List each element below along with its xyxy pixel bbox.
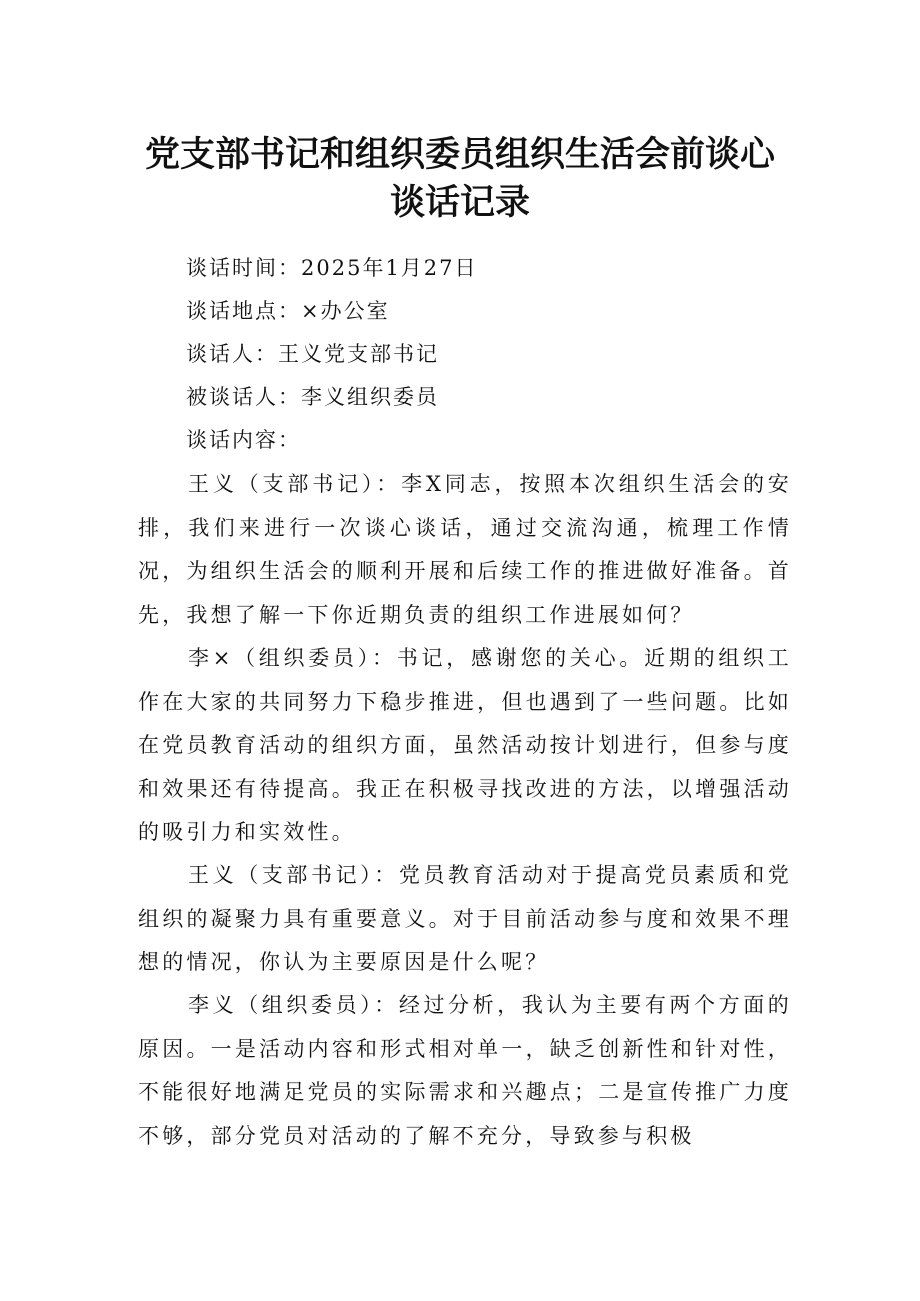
meta-time: 谈话时间：2025年1月27日 [186, 256, 478, 280]
document-title-line-2: 谈话记录 [389, 183, 530, 223]
meta-interviewee: 被谈话人：李义组织委员 [186, 385, 439, 409]
meta-interviewer: 谈话人：王义党支部书记 [186, 342, 439, 366]
dialogue-paragraph-1: 王义（支部书记）：李X同志，按照本次组织生活会的安排，我们来进行一次谈心谈话，通过交流沟通，梳理工作情况，为组织生活会的顺利开展和后续工作的推进做好准备。首先，我想了解一下你近期负责的组织工作进展如何？ [138, 472, 792, 627]
dialogue-paragraph-2: 李×（组织委员）：书记，感谢您的关心。近期的组织工作在大家的共同努力下稳步推进，但也遇到了一些问题。比如在党员教育活动的组织方面，虽然活动按计划进行，但参与度和效果还有待提高。我正在积极寻找改进的方法，以增强活动的吸引力和实效性。 [138, 646, 792, 845]
document-title-line-1: 党支部书记和组织委员组织生活会前谈心 [144, 135, 775, 175]
dialogue-paragraph-3: 王义（支部书记）：党员教育活动对于提高党员素质和党组织的凝聚力具有重要意义。对于目前活动参与度和效果不理想的情况，你认为主要原因是什么呢？ [138, 863, 792, 975]
dialogue-paragraph-4: 李义（组织委员）：经过分析，我认为主要有两个方面的原因。一是活动内容和形式相对单一，缺乏创新性和针对性，不能很好地满足党员的实际需求和兴趣点；二是宣传推广力度不够，部分党员对活动的了解不充分，导致参与积极 [138, 993, 792, 1148]
meta-content-label: 谈话内容： [186, 428, 301, 452]
meta-place: 谈话地点：×办公室 [186, 299, 390, 323]
